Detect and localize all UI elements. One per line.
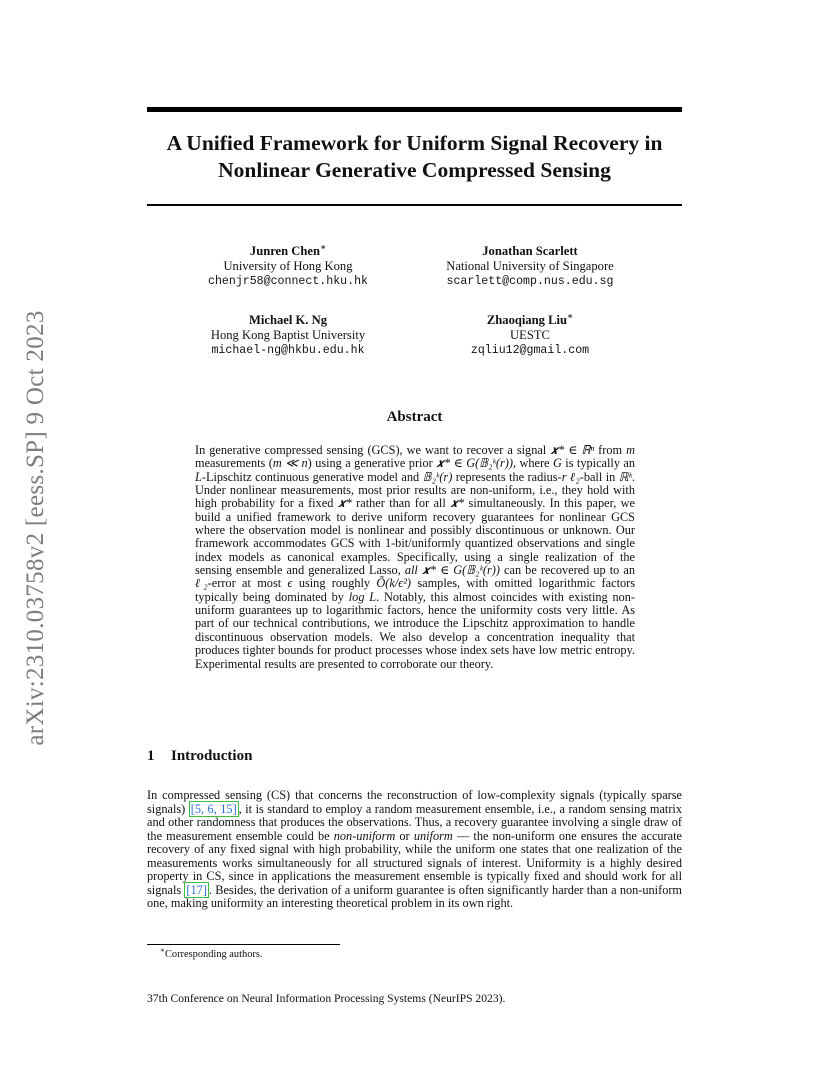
author-block <box>410 310 650 359</box>
math-ball: 𝔹₂ᵏ(r) <box>422 469 453 484</box>
author-email[interactable]: zqliu12@gmail.com <box>470 344 590 358</box>
math-l2-error: ℓ₂ <box>195 576 208 591</box>
author-block <box>410 244 650 290</box>
arxiv-stamp: arXiv:2310.03758v2 [eess.SP] 9 Oct 2023 <box>22 310 49 746</box>
math-g: G <box>552 456 562 471</box>
title-line-2: Nonlinear Generative Compressed Sensing <box>218 158 611 182</box>
footnote-rule <box>147 944 340 945</box>
math-all-x: 𝒙* ∈ G(𝔹₂ᵏ(r)) <box>421 563 500 578</box>
author-name: Jonathan Scarlett <box>482 244 578 258</box>
conference-note: 37th Conference on Neural Information Processing Systems (NeurIPS 2023). <box>147 992 506 1005</box>
title-bottom-rule <box>147 204 682 206</box>
author-affiliation: University of Hong Kong <box>223 259 353 274</box>
paper-title <box>147 130 682 184</box>
math-x-star-2: 𝒙* <box>450 496 465 511</box>
author-block <box>168 313 408 359</box>
abstract-body: In generative compressed sensing (GCS), we want to recover a signal 𝒙* ∈ ℝⁿ from m measurements (m ≪ n) using a generative prior 𝒙* ∈ G(𝔹₂ᵏ(r)), where G is typically an L-Lipschitz continuous generative model and 𝔹₂ᵏ(r) represents the radius-r ℓ₂-ball in ℝᵏ. Under nonlinear measurements, most prior results are non-uniform, i.e., they hold with high probability for a fixed 𝒙* rather than for all 𝒙* simultaneously. In this paper, we build a unified framework to derive uniform recovery guarantees for nonlinear GCS where the observation model is nonlinear and possibly discontinuous or unknown. Our framework accommodates GCS with 1-bit/uniformly quantized observations and single index models as canonical examples. Specifically, using a single realization of the sensing ensemble and generalized Lasso, all 𝒙* ∈ G(𝔹₂ᵏ(r)) can be recovered up to an ℓ₂-error at most ϵ using roughly Õ(k/ϵ²) samples, with omitted logarithmic factors typically being dominated by log L. Notably, this almost coincides with existing non-uniform guarantees up to logarithmic factors, hence the uniformity costs very little. As part of our technical contributions, we introduce the Lipschitz approximation to handle discontinuous observation models. We also develop a concentration inequality that produces tighter bounds for product processes whose index sets have low metric entropy. Experimental results are presented to corroborate our theory. <box>195 443 636 671</box>
math-rk: ℝᵏ <box>618 469 632 484</box>
author-email[interactable]: michael-ng@hkbu.edu.hk <box>211 344 365 358</box>
author-email[interactable]: chenjr58@connect.hku.hk <box>207 275 369 289</box>
footnote <box>160 946 263 960</box>
math-m: m <box>626 443 635 457</box>
author-name: Michael K. Ng <box>249 313 327 327</box>
footnote-text: Corresponding authors. <box>164 949 263 960</box>
math-l: L <box>195 469 202 484</box>
footnote-mark: ∗ <box>160 946 165 955</box>
author-block <box>168 241 408 290</box>
author-affiliation: UESTC <box>510 328 550 343</box>
math-eps: ϵ <box>287 576 293 591</box>
author-email[interactable]: scarlett@comp.nus.edu.sg <box>446 275 614 289</box>
citation-link[interactable]: [5, 6, 15] <box>190 801 237 816</box>
introduction-paragraph: In compressed sensing (CS) that concerns the reconstruction of low-complexity signals (typically sparse signals) [5, 6, 15] , it is standard to employ a random measurement ensemble, i.e., a random sensing matrix and other randomness that produces the observations. Thus, a recovery guarantee involving a single draw of the measurement ensemble could be non-uniform or uniform — the non-uniform one ensures the accurate recovery of any fixed signal with high probability, while the uniform one states that one realization of the measurements works simultaneously for all structured signals of interest. Uniformity is a highly desired property in CS, since in applications the measurement ensemble is typically fixed and should work for all signals [17] . Besides, the derivation of a uniform guarantee is often significantly harder than a non-uniform one, making uniformity an interesting theoretical problem in its own right. <box>147 788 682 911</box>
author-affiliation: Hong Kong Baptist University <box>210 328 366 343</box>
author-affiliation: National University of Singapore <box>446 259 614 274</box>
math-x-star: 𝒙* <box>337 496 352 511</box>
author-name: Zhaoqiang Liu∗ <box>486 310 574 327</box>
math-logl: log L <box>348 589 377 604</box>
title-top-rule <box>147 107 682 112</box>
corresponding-mark: ∗ <box>320 241 327 252</box>
math-prior: 𝒙* ∈ G(𝔹₂ᵏ(r)) <box>436 456 513 471</box>
emphasis-non-uniform: non-uniform <box>333 828 396 843</box>
author-name: Junren Chen∗ <box>249 241 327 258</box>
citation-link[interactable]: [17] <box>186 882 207 897</box>
emphasis-uniform: uniform <box>413 828 453 843</box>
abstract-heading: Abstract <box>386 409 443 425</box>
math-l2: ℓ₂ <box>569 469 580 484</box>
title-line-1: A Unified Framework for Uniform Signal Recovery in <box>166 131 663 155</box>
section-number: 1 <box>147 748 155 764</box>
corresponding-mark: ∗ <box>567 310 574 321</box>
math-r: r <box>561 469 567 484</box>
math-m-ll-n: m ≪ n <box>272 456 308 471</box>
section-heading-introduction <box>147 748 252 765</box>
emphasis-all: all <box>404 563 418 578</box>
section-title: Introduction <box>171 748 253 764</box>
math-samples: Õ(k/ϵ²) <box>376 576 412 591</box>
math-signal: 𝒙* ∈ ℝⁿ <box>550 443 595 457</box>
